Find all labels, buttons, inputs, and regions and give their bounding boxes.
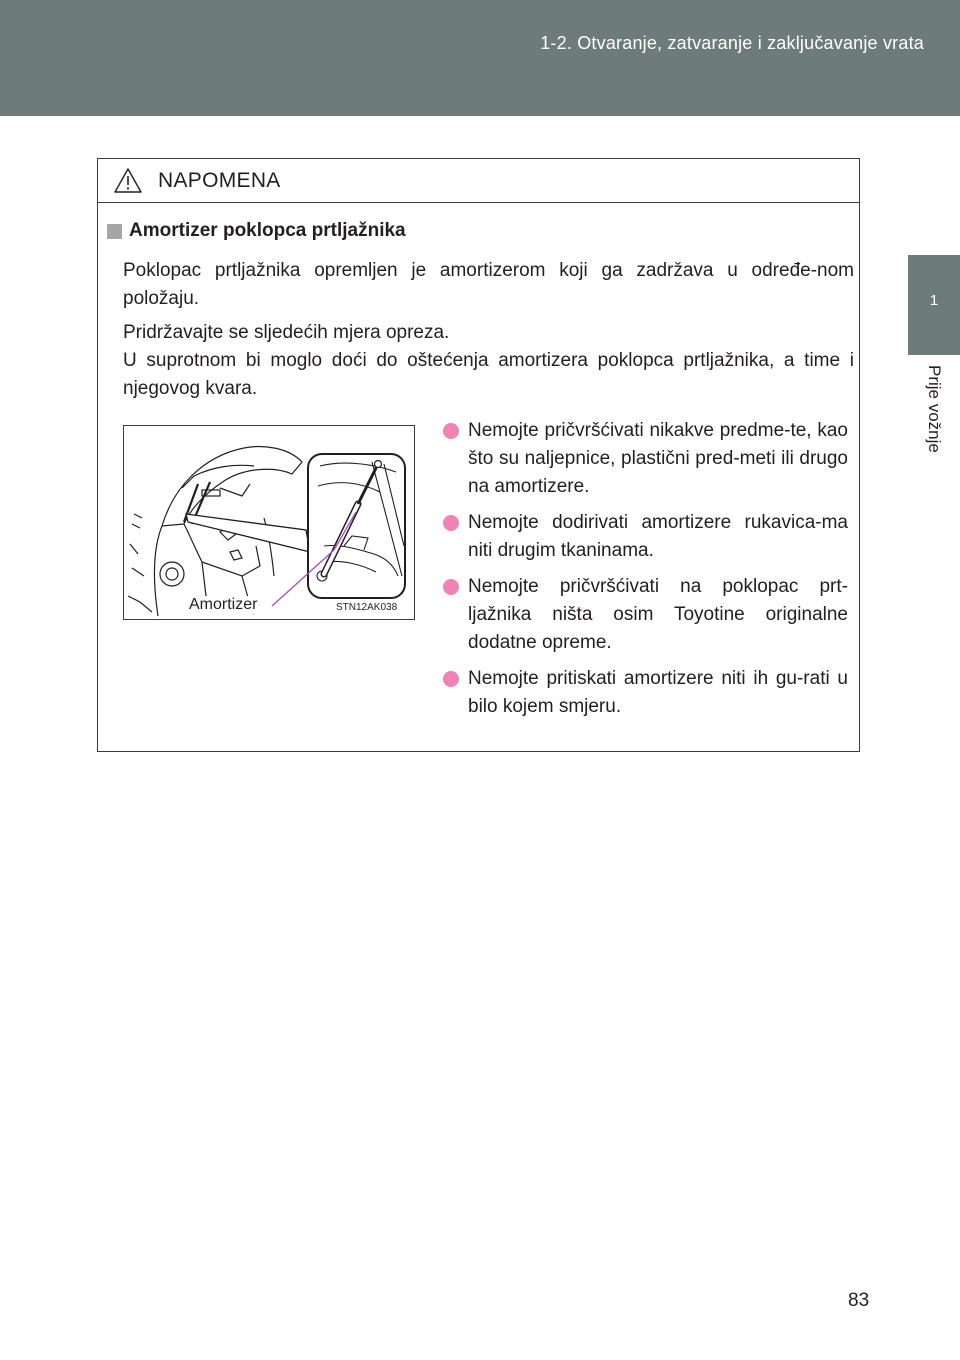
chapter-number: 1 [929, 292, 939, 309]
section-heading-text: Amortizer poklopca prtljažnika [129, 220, 406, 241]
list-item: Nemojte dodirivati amortizere rukavica-ma niti drugim tkaninama. [443, 509, 848, 565]
pink-bullet-icon [443, 423, 459, 439]
notice-title: NAPOMENA [158, 169, 281, 192]
section-heading [107, 220, 406, 242]
trunk-damper-drawing [124, 426, 415, 620]
chapter-tab [908, 255, 960, 355]
notice-header [98, 159, 859, 203]
figure-code: STN12AK038 [336, 602, 398, 613]
page-header [0, 0, 960, 116]
paragraph-consequence: U suprotnom bi moglo doći do oštećenja amortizera poklopca prtljažnika, a time i njegovog kvara. [123, 350, 854, 399]
pink-bullet-icon [443, 579, 459, 595]
chapter-side-label-text: Prije vožnje [925, 365, 944, 453]
page-number: 83 [848, 1290, 870, 1311]
square-bullet-icon [107, 224, 122, 239]
pink-bullet-icon [443, 671, 459, 687]
notice-box [97, 158, 860, 752]
warning-triangle-icon [113, 167, 143, 194]
list-item: Nemojte pričvršćivati nikakve predme-te, kao što su naljepnice, plastični pred-meti ili drugo na amortizere. [443, 417, 848, 501]
damper-illustration [123, 425, 415, 620]
paragraph-precautions: Pridržavajte se sljedećih mjera opreza. [123, 322, 450, 343]
pink-bullet-icon [443, 515, 459, 531]
list-item: Nemojte pritiskati amortizere niti ih gu-rati u bilo kojem smjeru. [443, 665, 848, 721]
paragraph-intro: Poklopac prtljažnika opremljen je amortizerom koji ga zadržava u određe-nom položaju. [123, 260, 854, 309]
damper-label: Amortizer [189, 596, 258, 613]
list-item: Nemojte pričvršćivati na poklopac prt-ljažnika ništa osim Toyotine originalne dodatne opreme. [443, 573, 848, 657]
chapter-title: 1-2. Otvaranje, zatvaranje i zaključavanje vrata [540, 33, 924, 53]
precaution-list [443, 417, 848, 729]
chapter-side-label [914, 365, 954, 495]
